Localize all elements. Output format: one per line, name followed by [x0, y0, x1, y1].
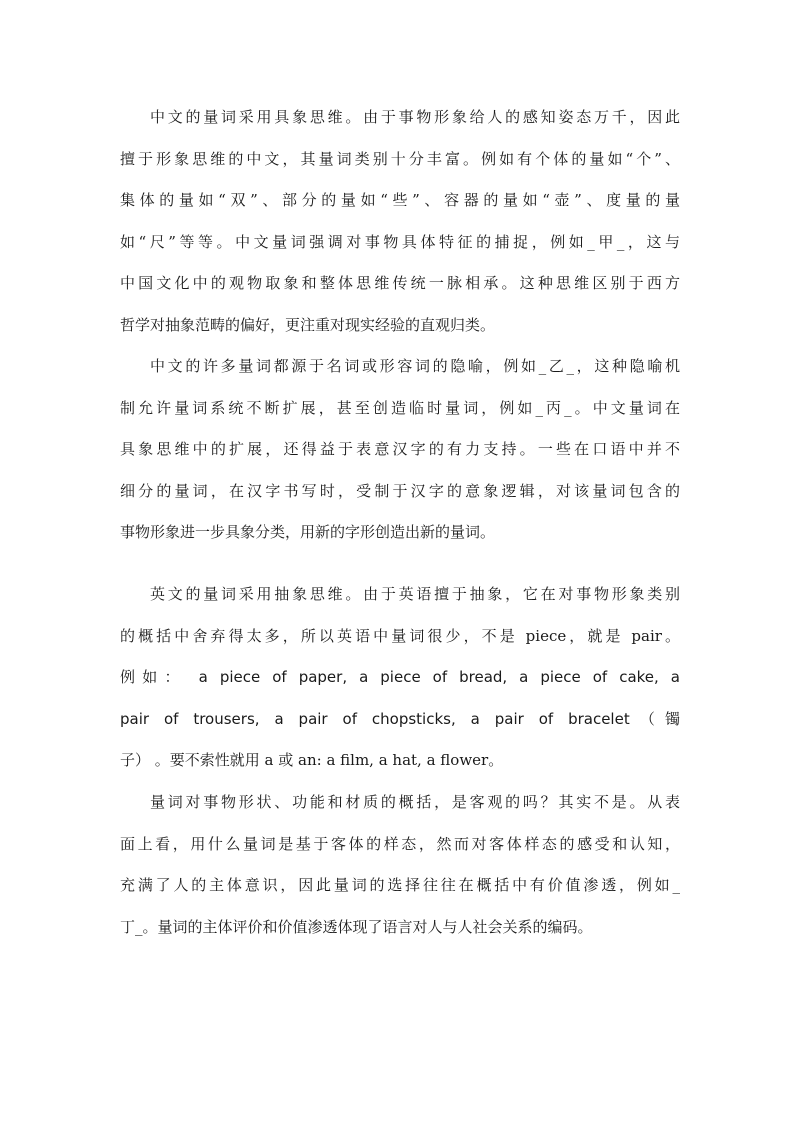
- text-line: 充满了人的主体意识，因此量词的选择往往在概括中有价值渗透，例如_: [120, 876, 680, 894]
- text-line: 具象思维中的扩展，还得益于表意汉字的有力支持。一些在口语中并不: [120, 440, 680, 458]
- text-line: 的概括中舍弃得太多，所以英语中量词很少，不是 piece，就是 pair。: [120, 626, 680, 645]
- text-line: 丁_。量词的主体评价和价值渗透体现了语言对人与人社会关系的编码。: [120, 917, 593, 936]
- text-line: 中文的许多量词都源于名词或形容词的隐喻，例如_乙_，这种隐喻机: [150, 357, 680, 375]
- text-line: 集体的量如“双”、部分的量如“些”、容器的量如“壶”、度量的量: [120, 191, 680, 209]
- text-line: pair of trousers, a pair of chopsticks, a pair of bracelet（镯: [120, 709, 680, 728]
- text-line: 量词对事物形状、功能和材质的概括，是客观的吗？其实不是。从表: [150, 793, 680, 811]
- text-line: 子） 。要不索性就用 a 或 an: a film, a hat, a flower。: [120, 751, 504, 769]
- paragraph-metaphor-extension: [120, 346, 680, 554]
- text-line: 如“尺”等等。中文量词强调对事物具体特征的捕捉，例如_甲_，这与: [120, 232, 680, 251]
- text-line: 细分的量词，在汉字书写时，受制于汉字的意象逻辑，对该量词包含的: [120, 481, 680, 500]
- text-line: 事物形象进一步具象分类，用新的字形创造出新的量词。: [120, 523, 496, 541]
- paragraph-english-abstract-thinking: [120, 574, 680, 782]
- text-line: 哲学对抽象范畴的偏好，更注重对现实经验的直观归类。: [120, 315, 496, 334]
- text-line: 例如： a piece of paper, a piece of bread, a piece of cake, a: [120, 668, 680, 686]
- text-line: 英文的量词采用抽象思维。由于英语擅于抽象，它在对事物形象类别: [150, 585, 680, 603]
- text-line: 中文的量词采用具象思维。由于事物形象给人的感知姿态万千，因此: [150, 108, 680, 126]
- text-line: 中国文化中的观物取象和整体思维传统一脉相承。这种思维区别于西方: [120, 274, 680, 292]
- paragraph-subjective-evaluation: [120, 782, 680, 948]
- text-line: 制允许量词系统不断扩展，甚至创造临时量词，例如_丙_。中文量词在: [120, 398, 680, 417]
- paragraph-chinese-concrete-thinking: [120, 97, 680, 346]
- text-line: 擅于形象思维的中文，其量词类别十分丰富。例如有个体的量如“个”、: [120, 149, 680, 168]
- text-line: 面上看，用什么量词是基于客体的样态，然而对客体样态的感受和认知，: [120, 834, 680, 853]
